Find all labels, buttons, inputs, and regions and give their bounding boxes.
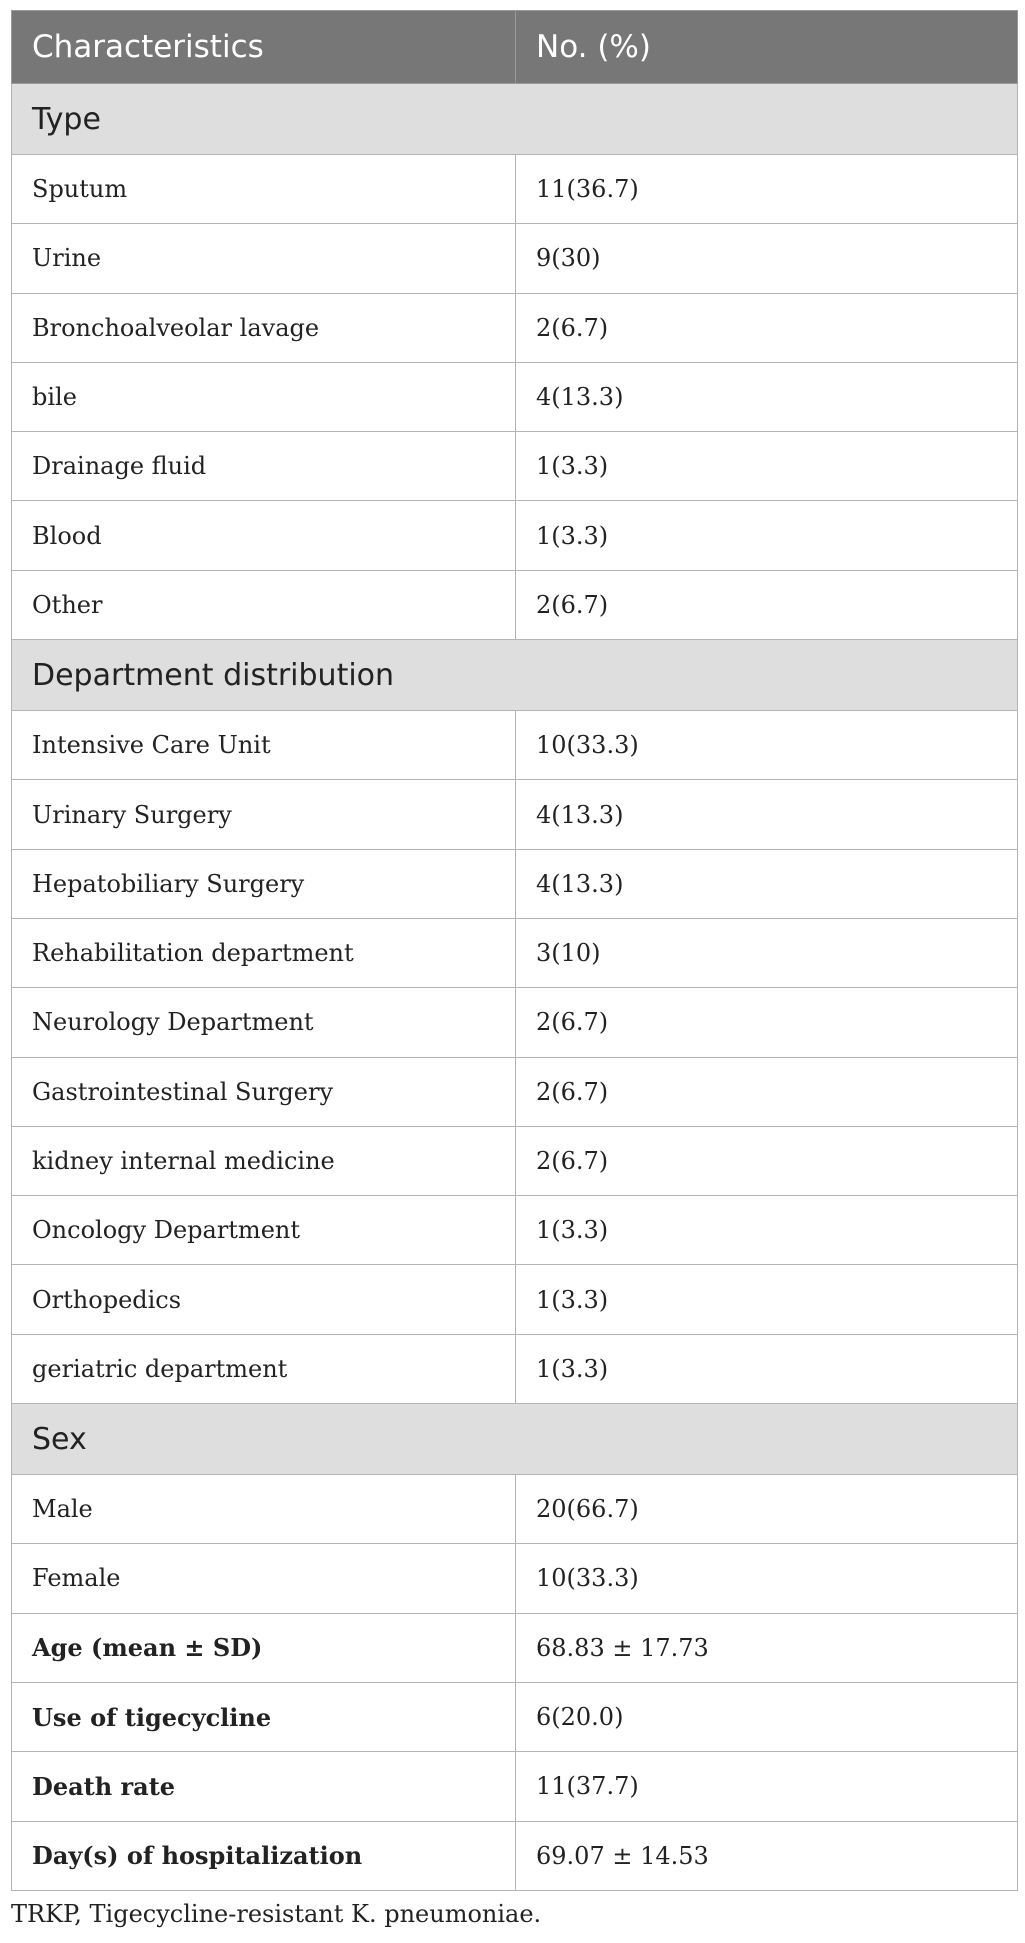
row-value: 2(6.7) — [516, 570, 1018, 639]
row-value: 11(36.7) — [516, 155, 1018, 224]
table-row — [12, 1613, 1018, 1682]
row-value: 4(13.3) — [516, 849, 1018, 918]
table-row — [12, 711, 1018, 780]
row-value: 69.07 ± 14.53 — [516, 1821, 1018, 1890]
section-label: Sex — [12, 1404, 1018, 1475]
table-row — [12, 1265, 1018, 1334]
table-row — [12, 988, 1018, 1057]
table-footnote: TRKP, Tigecycline-resistant K. pneumoniae. — [11, 1900, 542, 1928]
header-count-percent: No. (%) — [516, 11, 1018, 84]
row-label: Intensive Care Unit — [12, 711, 516, 780]
table-row — [12, 1821, 1018, 1890]
row-value: 20(66.7) — [516, 1475, 1018, 1544]
row-label: Age (mean ± SD) — [12, 1613, 516, 1682]
row-label: Blood — [12, 501, 516, 570]
table-row — [12, 293, 1018, 362]
table-row — [12, 432, 1018, 501]
row-label: Neurology Department — [12, 988, 516, 1057]
row-label: Other — [12, 570, 516, 639]
row-value: 4(13.3) — [516, 362, 1018, 431]
row-label: Drainage fluid — [12, 432, 516, 501]
header-characteristics: Characteristics — [12, 11, 516, 84]
table-row — [12, 1334, 1018, 1403]
section-label: Type — [12, 84, 1018, 155]
row-value: 10(33.3) — [516, 711, 1018, 780]
row-value: 1(3.3) — [516, 1196, 1018, 1265]
row-label: Day(s) of hospitalization — [12, 1821, 516, 1890]
row-value: 9(30) — [516, 224, 1018, 293]
row-label: bile — [12, 362, 516, 431]
table-row — [12, 1544, 1018, 1613]
row-label: Oncology Department — [12, 1196, 516, 1265]
row-label: Urine — [12, 224, 516, 293]
row-label: Male — [12, 1475, 516, 1544]
section-header-row — [12, 1404, 1018, 1475]
table-row — [12, 849, 1018, 918]
row-value: 2(6.7) — [516, 988, 1018, 1057]
table-row — [12, 362, 1018, 431]
table-row — [12, 1057, 1018, 1126]
table-row — [12, 224, 1018, 293]
table-row — [12, 1475, 1018, 1544]
row-label: Female — [12, 1544, 516, 1613]
table-row — [12, 1126, 1018, 1195]
table-row — [12, 501, 1018, 570]
row-label: Death rate — [12, 1752, 516, 1821]
row-label: Orthopedics — [12, 1265, 516, 1334]
section-header-row — [12, 84, 1018, 155]
row-label: Sputum — [12, 155, 516, 224]
row-value: 10(33.3) — [516, 1544, 1018, 1613]
table-row — [12, 1752, 1018, 1821]
row-value: 1(3.3) — [516, 1334, 1018, 1403]
row-label: Hepatobiliary Surgery — [12, 849, 516, 918]
table-row — [12, 918, 1018, 987]
row-value: 3(10) — [516, 918, 1018, 987]
row-label: Rehabilitation department — [12, 918, 516, 987]
table-row — [12, 780, 1018, 849]
row-value: 1(3.3) — [516, 432, 1018, 501]
table-body — [12, 84, 1018, 1891]
row-value: 4(13.3) — [516, 780, 1018, 849]
table-row — [12, 1682, 1018, 1751]
row-label: kidney internal medicine — [12, 1126, 516, 1195]
row-value: 6(20.0) — [516, 1682, 1018, 1751]
table-row — [12, 1196, 1018, 1265]
table-row — [12, 570, 1018, 639]
row-value: 2(6.7) — [516, 1057, 1018, 1126]
row-value: 1(3.3) — [516, 501, 1018, 570]
row-label: Gastrointestinal Surgery — [12, 1057, 516, 1126]
row-value: 11(37.7) — [516, 1752, 1018, 1821]
row-value: 1(3.3) — [516, 1265, 1018, 1334]
section-label: Department distribution — [12, 640, 1018, 711]
row-value: 2(6.7) — [516, 293, 1018, 362]
row-label: geriatric department — [12, 1334, 516, 1403]
table-header-row — [12, 11, 1018, 84]
row-label: Urinary Surgery — [12, 780, 516, 849]
row-label: Bronchoalveolar lavage — [12, 293, 516, 362]
table-row — [12, 155, 1018, 224]
section-header-row — [12, 640, 1018, 711]
characteristics-table — [11, 10, 1018, 1891]
row-label: Use of tigecycline — [12, 1682, 516, 1751]
row-value: 2(6.7) — [516, 1126, 1018, 1195]
row-value: 68.83 ± 17.73 — [516, 1613, 1018, 1682]
